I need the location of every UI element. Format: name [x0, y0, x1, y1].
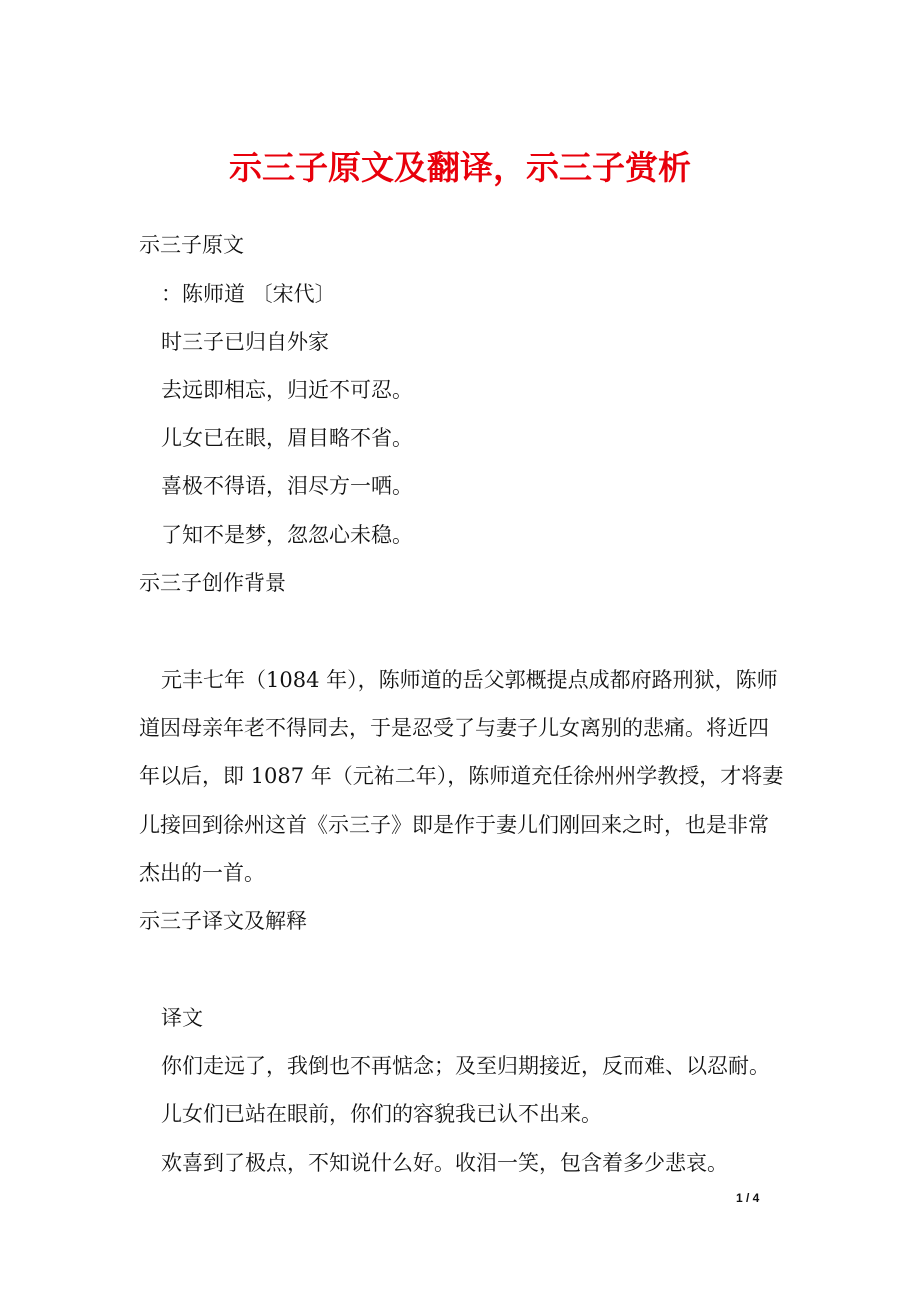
translation-line: 欢喜到了极点，不知说什么好。收泪一笑，包含着多少悲哀。 [161, 1151, 728, 1175]
translation-line: 你们走远了，我倒也不再惦念；及至归期接近，反而难、以忍耐。 [161, 1054, 770, 1078]
section-heading-background: 示三子创作背景 [139, 571, 286, 595]
document-title: 示三子原文及翻译，示三子赏析 [229, 148, 691, 187]
paragraph-line: 元丰七年（1084 年），陈师道的岳父郭概提点成都府路刑狱，陈师 [161, 668, 778, 692]
poem-line: 去远即相忘，归近不可忍。 [161, 378, 413, 402]
poem-line: 时三子已归自外家 [161, 330, 329, 354]
poem-line: 儿女已在眼，眉目略不省。 [161, 426, 413, 450]
translation-subheading: 译文 [161, 1006, 203, 1030]
author-line: ：陈师道 〔宋代〕 [161, 282, 336, 306]
paragraph-line: 儿接回到徐州这首《示三子》即是作于妻儿们刚回来之时，也是非常 [139, 813, 769, 837]
poem-line: 了知不是梦，忽忽心未稳。 [161, 523, 413, 547]
translation-line: 儿女们已站在眼前，你们的容貌我已认不出来。 [161, 1102, 602, 1126]
section-heading-translation: 示三子译文及解释 [139, 909, 307, 933]
paragraph-line: 杰出的一首。 [139, 861, 265, 885]
section-heading-original: 示三子原文 [139, 233, 244, 257]
paragraph-line: 道因母亲年老不得同去，于是忍受了与妻子儿女离别的悲痛。将近四 [139, 716, 769, 740]
poem-line: 喜极不得语，泪尽方一哂。 [161, 474, 413, 498]
paragraph-line: 年以后，即 1087 年（元祐二年），陈师道充任徐州州学教授，才将妻 [139, 764, 784, 788]
page-indicator: 1 / 4 [736, 1191, 760, 1205]
